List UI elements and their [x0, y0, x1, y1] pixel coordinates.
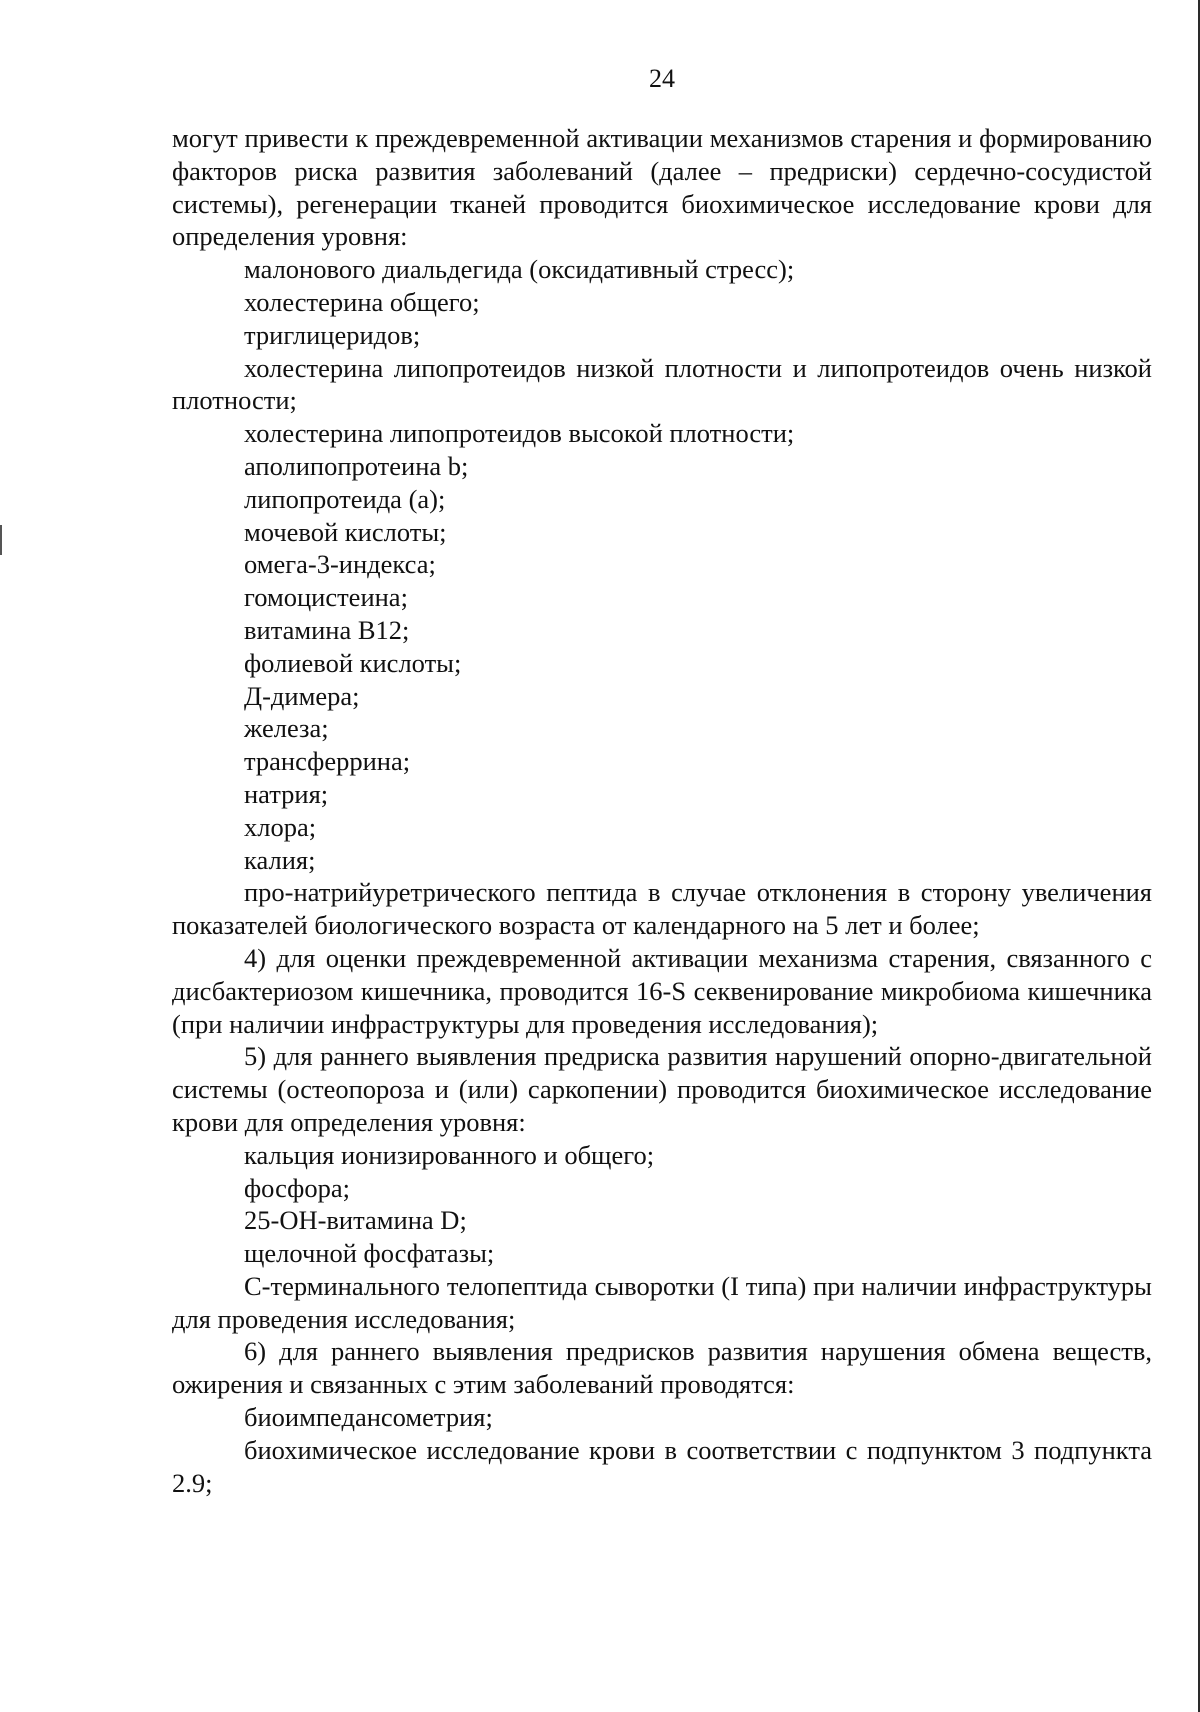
list-item: холестерина общего; [244, 286, 480, 317]
list-item: 25-ОН-витамина D; [244, 1205, 467, 1236]
list-item: трансферрина; [244, 746, 411, 777]
list-item: фолиевой кислоты; [244, 647, 462, 678]
list-item: гомоцистеина; [244, 582, 408, 613]
list-item: калия; [244, 844, 316, 875]
page-edge-mark [0, 525, 2, 555]
list-item: натрия; [244, 778, 329, 809]
list-item: кальция ионизированного и общего; [244, 1139, 655, 1170]
list-item: холестерина липопротеидов низкой плотности и липопротеидов очень низкой плотности; [172, 352, 1152, 416]
list-item: Д-димера; [244, 680, 360, 711]
list-item: триглицеридов; [244, 319, 421, 350]
document-body [172, 122, 1152, 1499]
list-item: биоимпедансометрия; [244, 1402, 493, 1433]
numbered-paragraph: 5) для раннего выявления предриска развития нарушений опорно-двигательной системы (остеопороза и (или) саркопении) проводится биохимическое исследование крови для определения уровня: [172, 1041, 1152, 1137]
numbered-paragraph: 4) для оценки преждевременной активации механизма старения, связанного с дисбактериозом кишечника, проводится 16-S секвенирование микробиома кишечника (при наличии инфраструктуры для проведения исследования); [172, 942, 1152, 1039]
list-item: холестерина липопротеидов высокой плотности; [244, 418, 795, 449]
list-item: омега-3-индекса; [244, 549, 436, 580]
numbered-paragraph: 6) для раннего выявления предрисков развития нарушения обмена веществ, ожирения и связанных с этим заболеваний проводятся: [172, 1336, 1152, 1400]
list-item: малонового диальдегида (оксидативный стресс); [244, 254, 795, 285]
list-item: биохимическое исследование крови в соответствии с подпунктом 3 подпункта 2.9; [172, 1434, 1152, 1498]
paragraph-continued: могут привести к преждевременной активации механизмов старения и формированию факторов риска развития заболеваний (далее – предриски) сердечно-сосудистой системы), регенерации тканей проводится биохимическое исследование крови для определения уровня: [172, 123, 1152, 252]
list-item: щелочной фосфатазы; [244, 1238, 495, 1269]
list-item: хлора; [244, 811, 317, 842]
list-item: фосфора; [244, 1172, 350, 1203]
list-item: аполипопротеина b; [244, 450, 469, 481]
list-item: витамина B12; [244, 614, 410, 645]
list-item: мочевой кислоты; [244, 516, 447, 547]
list-item: железа; [244, 713, 329, 744]
list-item: липопротеида (а); [244, 483, 446, 514]
list-item: С-терминального телопептида сыворотки (I типа) при наличии инфраструктуры для проведения исследования; [172, 1270, 1152, 1334]
list-item: про-натрийуретрического пептида в случае отклонения в сторону увеличения показателей биологического возраста от календарного на 5 лет и более; [172, 877, 1152, 941]
page-number: 24 [649, 64, 675, 93]
